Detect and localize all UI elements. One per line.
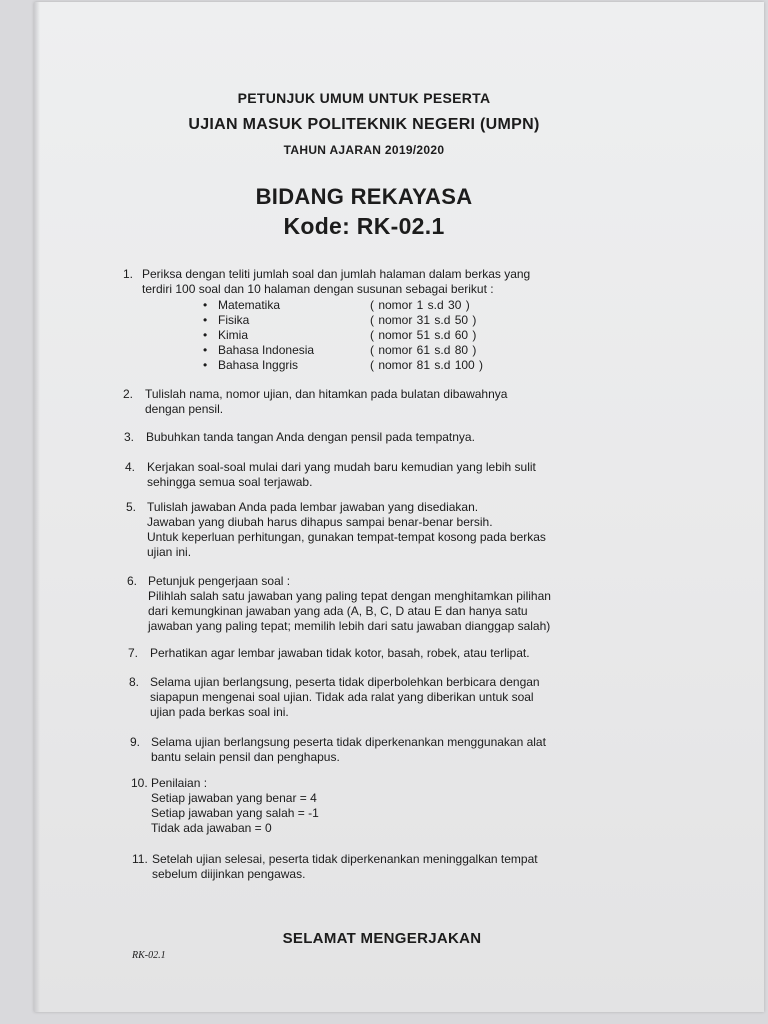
kode-title: Kode: RK-02.1	[283, 213, 445, 239]
subject-name: Bahasa Indonesia	[218, 343, 315, 357]
instruction-line: Selama ujian berlangsung peserta tidak diperkenankan menggunakan alat	[151, 735, 546, 749]
instruction-number: 6.	[127, 574, 138, 588]
instruction-number: 3.	[124, 430, 135, 444]
subject-range: ( nomor 1 s.d 30 )	[370, 298, 470, 312]
instruction-line: Tidak ada jawaban = 0	[151, 821, 272, 835]
instruction-line: Untuk keperluan perhitungan, gunakan tempat-tempat kosong pada berkas	[147, 530, 546, 544]
subject-bullet: •	[203, 343, 208, 357]
instruction-number: 11.	[132, 852, 148, 866]
subject-bullet: •	[203, 298, 208, 312]
instruction-line: sehingga semua soal terjawab.	[147, 475, 313, 489]
subject-name: Matematika	[218, 298, 281, 312]
instruction-line: dari kemungkinan jawaban yang ada (A, B, C, D atau E dan hanya satu	[148, 604, 528, 618]
header-line-3: TAHUN AJARAN 2019/2020	[283, 143, 445, 157]
sheet-edge-shadow	[34, 2, 40, 1012]
instruction-line: Jawaban yang diubah harus dihapus sampai benar-benar bersih.	[147, 515, 493, 529]
instruction-line: dengan pensil.	[145, 402, 224, 416]
header-line-2: UJIAN MASUK POLITEKNIK NEGERI (UMPN)	[188, 116, 540, 133]
instruction-line: siapapun mengenai soal ujian. Tidak ada ralat yang diberikan untuk soal	[150, 690, 534, 704]
instruction-line: ujian ini.	[147, 545, 192, 559]
instruction-line: Periksa dengan teliti jumlah soal dan jumlah halaman dalam berkas yang	[142, 267, 531, 281]
header-line-1: PETUNJUK UMUM UNTUK PESERTA	[237, 90, 491, 106]
footer-code: RK-02.1	[132, 950, 166, 961]
subject-bullet: •	[203, 313, 208, 327]
instruction-line: jawaban yang paling tepat; memilih lebih dari satu jawaban dianggap salah)	[148, 619, 551, 633]
subject-name: Kimia	[218, 328, 249, 342]
instruction-line: ujian pada berkas soal ini.	[150, 705, 289, 719]
subject-bullet: •	[203, 328, 208, 342]
subject-name: Bahasa Inggris	[218, 358, 299, 372]
instruction-line: Setiap jawaban yang salah = -1	[151, 806, 319, 820]
instruction-number: 10.	[131, 776, 148, 790]
instruction-line: Setelah ujian selesai, peserta tidak diperkenankan meninggalkan tempat	[152, 852, 538, 866]
instruction-line: Tulislah jawaban Anda pada lembar jawaban yang disediakan.	[147, 500, 479, 514]
subject-range: ( nomor 81 s.d 100 )	[370, 358, 484, 372]
field-title: BIDANG REKAYASA	[255, 184, 473, 209]
instruction-line: Kerjakan soal-soal mulai dari yang mudah baru kemudian yang lebih sulit	[147, 460, 536, 474]
subject-range: ( nomor 61 s.d 80 )	[370, 343, 477, 357]
subject-range: ( nomor 31 s.d 50 )	[370, 313, 477, 327]
instruction-line: terdiri 100 soal dan 10 halaman dengan susunan sebagai berikut :	[142, 282, 494, 296]
instruction-number: 8.	[129, 675, 140, 689]
instruction-line: Selama ujian berlangsung, peserta tidak diperbolehkan berbicara dengan	[150, 675, 540, 689]
instruction-line: Tulislah nama, nomor ujian, dan hitamkan pada bulatan dibawahnya	[145, 387, 508, 401]
instruction-line: Penilaian :	[151, 776, 208, 790]
subject-bullet: •	[203, 358, 208, 372]
instruction-line: Bubuhkan tanda tangan Anda dengan pensil pada tempatnya.	[146, 430, 475, 444]
instruction-number: 9.	[130, 735, 141, 749]
instruction-line: bantu selain pensil dan penghapus.	[151, 750, 340, 764]
instruction-line: Perhatikan agar lembar jawaban tidak kotor, basah, robek, atau terlipat.	[150, 646, 530, 660]
instruction-line: Petunjuk pengerjaan soal :	[148, 574, 291, 588]
instruction-line: Setiap jawaban yang benar = 4	[151, 791, 317, 805]
instruction-number: 2.	[123, 387, 134, 401]
subject-range: ( nomor 51 s.d 60 )	[370, 328, 477, 342]
instruction-number: 5.	[126, 500, 137, 514]
instruction-line: sebelum diijinkan pengawas.	[152, 867, 306, 881]
instruction-number: 1.	[123, 267, 134, 281]
closing-text: SELAMAT MENGERJAKAN	[282, 930, 482, 947]
subject-name: Fisika	[218, 313, 250, 327]
instruction-number: 4.	[125, 460, 136, 474]
instruction-number: 7.	[128, 646, 139, 660]
instruction-line: Pilihlah salah satu jawaban yang paling tepat dengan menghitamkan pilihan	[148, 589, 551, 603]
